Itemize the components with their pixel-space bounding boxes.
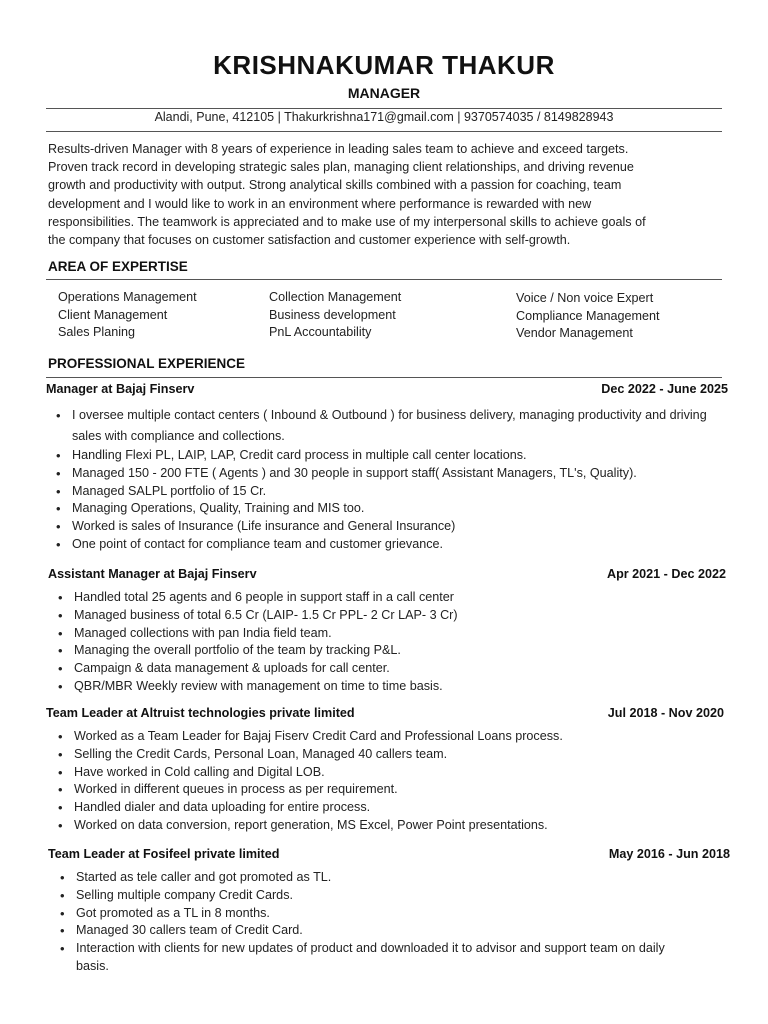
job-bullet: • Selling the Credit Cards, Personal Loan, Managed 40 callers team. [56,746,726,764]
job-bullet: • Have worked in Cold calling and Digital LOB. [56,764,726,782]
expertise-column-2 [269,289,401,342]
contact-line: Alandi, Pune, 412105 | Thakurkrishna171@gmail.com | 9370574035 / 8149828943 [154,110,614,124]
job-dates: Dec 2022 - June 2025 [601,382,728,396]
job-bullet: • Handling Flexi PL, LAIP, LAP, Credit card process in multiple call center locations. [54,447,724,465]
job-title: Team Leader at Altruist technologies private limited [46,706,355,720]
job-bullet-list [58,869,698,976]
header-divider-bottom [46,131,722,132]
summary-line: Proven track record in developing strategic sales plan, managing client relationships, and driving revenue [48,160,634,175]
job-bullet: • One point of contact for compliance team and customer grievance. [54,536,724,554]
summary-line: responsibilities. The teamwork is appreciated and to make use of my interpersonal skills to achieve goals of [48,214,646,229]
job-bullet: • Managed 150 - 200 FTE ( Agents ) and 30 people in support staff( Assistant Managers, TL's, Quality). [54,465,724,483]
expertise-item: Collection Management [269,290,402,304]
experience-heading: PROFESSIONAL EXPERIENCE [48,356,246,371]
job-bullet: • Managed collections with pan India field team. [56,625,726,643]
job-bullet: • Worked as a Team Leader for Bajaj Fiserv Credit Card and Professional Loans process. [56,728,726,746]
expertise-item: Client Management [58,307,168,322]
job-dates: Apr 2021 - Dec 2022 [606,567,726,581]
job-bullet: • I oversee multiple contact centers ( Inbound & Outbound ) for business delivery, managing productivity and driving sales with compliance and collections. [54,405,724,447]
job-bullet: • Interaction with clients for new updates of product and downloaded it to advisor and support team on daily basis. [58,940,698,976]
expertise-item: Vendor Management [516,326,633,340]
summary-line: growth and productivity with output. Strong analytical skills combined with a passion for coaching, team [48,178,622,193]
experience-divider [46,377,722,378]
job-bullet: • Managed SALPL portfolio of 15 Cr. [54,483,724,501]
summary-line: Results-driven Manager with 8 years of experience in leading sales team to achieve and exceed targets. [48,142,629,156]
job-bullet: • Started as tele caller and got promoted as TL. [58,869,698,887]
job-title: Assistant Manager at Bajaj Finserv [48,567,257,581]
job-bullet: • Got promoted as a TL in 8 months. [58,905,698,923]
job-dates: Jul 2018 - Nov 2020 [607,706,724,720]
expertise-item: Voice / Non voice Expert [516,291,654,305]
job-bullet: • Worked is sales of Insurance (Life insurance and General Insurance) [54,518,724,536]
expertise-divider [46,279,722,280]
job-bullet: • Managing the overall portfolio of the team by tracking P&L. [56,642,726,660]
expertise-column-1 [58,289,197,342]
summary-line: the company that focuses on customer satisfaction and customer experience with self-growth. [48,233,571,248]
job-bullet-list [56,589,726,696]
header-divider-top [46,108,722,109]
job-bullet: • Handled dialer and data uploading for entire process. [56,799,726,817]
expertise-item: Business development [269,307,396,322]
candidate-role: MANAGER [347,85,421,101]
expertise-heading: AREA OF EXPERTISE [48,259,188,274]
expertise-item: PnL Accountability [269,325,372,339]
job-bullet: • Worked on data conversion, report generation, MS Excel, Power Point presentations. [56,817,726,835]
expertise-item: Compliance Management [516,308,660,323]
job-bullet: • Selling multiple company Credit Cards. [58,887,698,905]
job-bullet-list [56,728,726,835]
expertise-item: Operations Management [58,290,197,304]
job-dates: May 2016 - Jun 2018 [608,847,730,861]
summary-line: development and I would like to work in an environment where performance is rewarded with new [48,196,592,211]
summary-paragraph [48,140,728,249]
candidate-name: KRISHNAKUMAR THAKUR [213,50,555,80]
expertise-column-3 [516,290,660,343]
job-bullet: • Managed 30 callers team of Credit Card. [58,922,698,940]
job-bullet: • Worked in different queues in process as per requirement. [56,781,726,799]
job-bullet: • Handled total 25 agents and 6 people in support staff in a call center [56,589,726,607]
job-title: Manager at Bajaj Finserv [46,382,195,396]
expertise-item: Sales Planing [58,325,136,339]
job-bullet: • Managing Operations, Quality, Training and MIS too. [54,500,724,518]
job-title: Team Leader at Fosifeel private limited [48,847,280,861]
job-bullet: • QBR/MBR Weekly review with management on time to time basis. [56,678,726,696]
job-bullet: • Managed business of total 6.5 Cr (LAIP- 1.5 Cr PPL- 2 Cr LAP- 3 Cr) [56,607,726,625]
job-bullet-list [54,405,724,554]
job-bullet: • Campaign & data management & uploads for call center. [56,660,726,678]
